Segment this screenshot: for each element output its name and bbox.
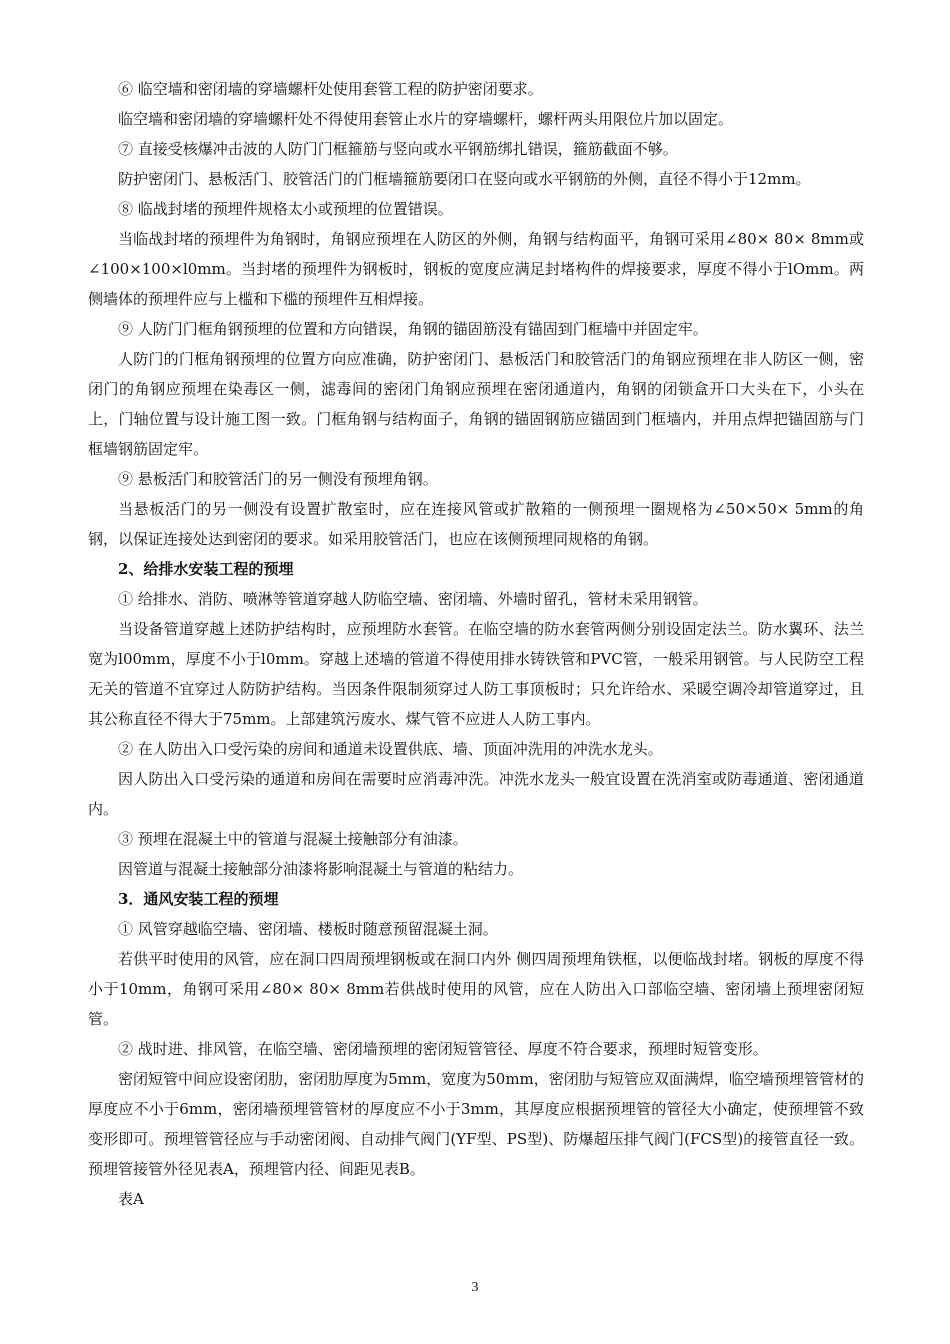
paragraph: ⑨ 悬板活门和胶管活门的另一侧没有预埋角钢。: [118, 470, 438, 488]
paragraph: 当悬板活门的另一侧没有设置扩散室时，应在连接风管或扩散箱的一侧预埋一圈规格为∠50×50× 5mm的角钢，以保证连接处达到密闭的要求。如采用胶管活门，也应在该侧预埋同规格的角钢。: [88, 500, 864, 548]
paragraph: 临空墙和密闭墙的穿墙螺杆处不得使用套管止水片的穿墙螺杆，螺杆两头用限位片加以固定。: [118, 110, 734, 128]
paragraph: ⑨ 人防门门框角钢预埋的位置和方向错误，角钢的锚固筋没有锚固到门框墙中并固定牢。: [118, 320, 708, 338]
paragraph: 因管道与混凝土接触部分油漆将影响混凝土与管道的粘结力。: [118, 860, 524, 878]
paragraph: ② 战时进、排风管，在临空墙、密闭墙预埋的密闭短管管径、厚度不符合要求，预埋时短管变形。: [118, 1040, 768, 1058]
paragraph: ③ 预埋在混凝土中的管道与混凝土接触部分有油漆。: [118, 830, 468, 848]
paragraph: 当设备管道穿越上述防护结构时，应预埋防水套管。在临空墙的防水套管两侧分别设固定法兰。防水翼环、法兰宽为l00mm，厚度不小于l0mm。穿越上述墙的管道不得使用排水铸铁管和PVC管，一般采用钢管。与人民防空工程无关的管道不宜穿过人防防护结构。当因条件限制须穿过人防工事顶板时；只允许给水、采暖空调冷却管道穿过，且其公称直径不得大于75mm。上部建筑污废水、煤气管不应进人人防工事内。: [88, 620, 864, 728]
section-heading: 3．通风安装工程的预埋: [118, 890, 279, 908]
paragraph: 密闭短管中间应设密闭肋，密闭肋厚度为5mm，宽度为50mm，密闭肋与短管应双面满焊，临空墙预埋管管材的厚度应不小于6mm，密闭墙预埋管管材的厚度应不小于3mm，其厚度应根据预埋管的管径大小确定，使预埋管不致变形即可。预埋管管径应与手动密闭阀、自动排气阀门(YF型、PS型)、防爆超压排气阀门(FCS型)的接管直径一致。预埋管接管外径见表A，预埋管内径、间距见表B。: [88, 1070, 864, 1178]
paragraph: 因人防出入口受污染的通道和房间在需要时应消毒冲洗。冲洗水龙头一般宜设置在洗消室或防毒通道、密闭通道内。: [88, 770, 864, 818]
paragraph: ① 风管穿越临空墙、密闭墙、楼板时随意预留混凝土洞。: [118, 920, 498, 938]
paragraph: ② 在人防出入口受污染的房间和通道未设置供底、墙、顶面冲洗用的冲洗水龙头。: [118, 740, 663, 758]
paragraph: ⑥ 临空墙和密闭墙的穿墙螺杆处使用套管工程的防护密闭要求。: [118, 80, 543, 98]
section-heading: 2、给排水安装工程的预埋: [118, 560, 294, 578]
paragraph: ① 给排水、消防、喷淋等管道穿越人防临空墙、密闭墙、外墙时留孔，管材未采用钢管。: [118, 590, 708, 608]
page-number: 3: [471, 1280, 479, 1295]
paragraph: 若供平时使用的风管，应在洞口四周预埋钢板或在洞口内外 侧四周预埋角铁框，以便临战封堵。钢板的厚度不得小于10mm，角钢可采用∠80× 80× 8mm若供战时使用的风管，应在人防出入口部临空墙、密闭墙上预埋密闭短管。: [88, 950, 864, 1028]
paragraph: ⑦ 直接受核爆冲击波的人防门门框箍筋与竖向或水平钢筋绑扎错误，箍筋截面不够。: [118, 140, 678, 158]
paragraph: ⑧ 临战封堵的预埋件规格太小或预埋的位置错误。: [118, 200, 453, 218]
paragraph: 当临战封堵的预埋件为角钢时，角钢应预埋在人防区的外侧，角钢与结构面平，角钢可采用∠80× 80× 8mm或∠100×100×l0mm。当封堵的预埋件为钢板时，钢板的宽度应满足封堵构件的焊接要求，厚度不得小于lOmm。两侧墙体的预埋件应与上槛和下槛的预埋件互相焊接。: [88, 230, 864, 308]
document-body: [88, 74, 864, 1214]
paragraph: 人防门的门框角钢预埋的位置方向应准确，防护密闭门、悬板活门和胶管活门的角钢应预埋在非人防区一侧，密闭门的角钢应预埋在染毒区一侧，滤毒间的密闭门角钢应预埋在密闭通道内，角钢的闭锁盒开口大头在下，小头在上，门轴位置与设计施工图一致。门框角钢与结构面子，角钢的锚固钢筋应锚固到门框墙内，并用点焊把锚固筋与门框墙钢筋固定牢。: [88, 350, 864, 458]
paragraph: 防护密闭门、悬板活门、胶管活门的门框墙箍筋要闭口在竖向或水平钢筋的外侧，直径不得小于12mm。: [118, 170, 811, 188]
table-caption: 表A: [118, 1190, 144, 1208]
